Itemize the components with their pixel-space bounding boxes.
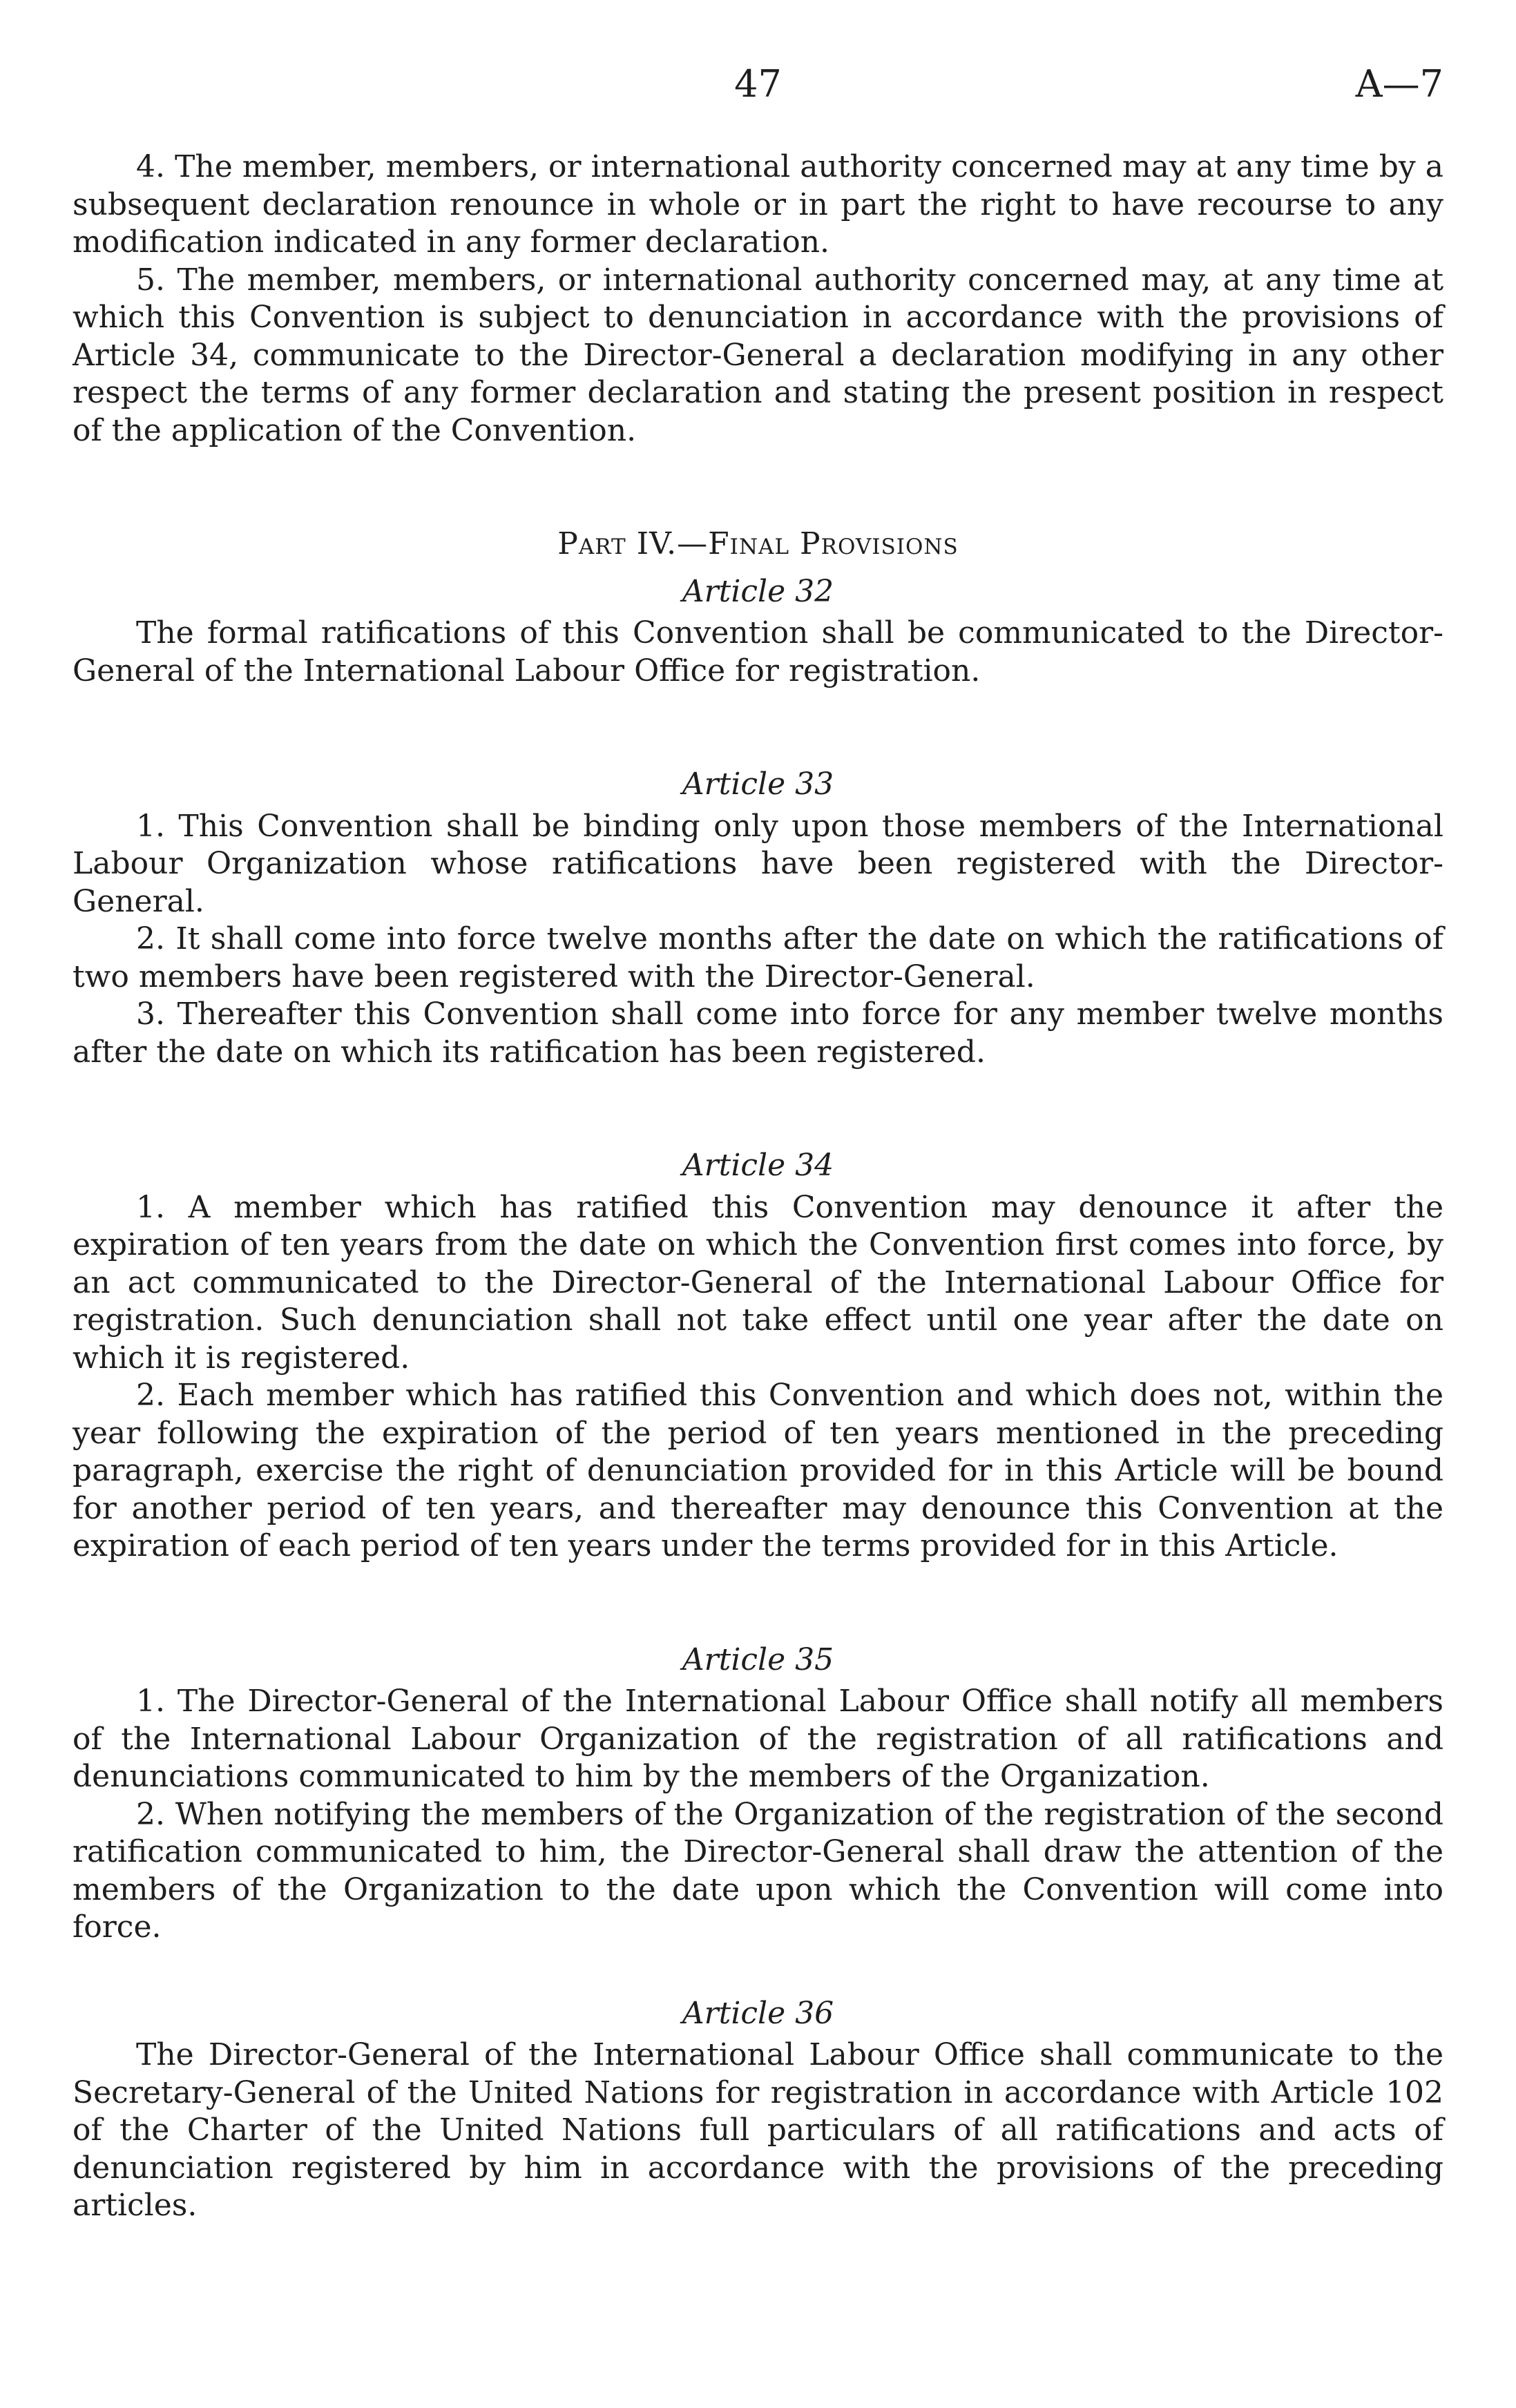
paragraph: 1. The Director-General of the International Labour Office shall notify all members of the International Labour Organization of the registration of all ratifications and denunciations communicated to him by the members of the Organization. bbox=[73, 1684, 1443, 1794]
article-32 bbox=[73, 573, 1443, 691]
article-34 bbox=[73, 1147, 1443, 1566]
page-number: 47 bbox=[734, 62, 782, 106]
article-title: Article 36 bbox=[682, 1995, 834, 2031]
article-35 bbox=[73, 1641, 1443, 1947]
page-header bbox=[73, 57, 1443, 112]
paragraph: 1. This Convention shall be binding only upon those members of the International Labour Organization whose ratifications have been registered with the Director-General. bbox=[73, 808, 1443, 919]
paragraph: 2. It shall come into force twelve months after the date on which the ratifications of two members have been registered with the Director-General. bbox=[73, 921, 1443, 994]
paragraph: 2. When notifying the members of the Organization of the registration of the second ratification communicated to him, the Director-General shall draw the attention of the members of the Organization to the date upon which the Convention will come into force. bbox=[73, 1796, 1443, 1945]
article-title: Article 32 bbox=[682, 573, 834, 609]
article-title: Article 33 bbox=[682, 767, 834, 802]
paragraph: 2. Each member which has ratified this Convention and which does not, within the year following the expiration of the period of ten years mentioned in the preceding paragraph, exercise the right of denunciation provided for in this Article will be bound for another period of ten years, and thereafter may denounce this Convention at the expiration of each period of ten years under the terms provided for in this Article. bbox=[73, 1378, 1443, 1563]
article-36 bbox=[73, 1995, 1443, 2225]
paragraph: 4. The member, members, or international authority concerned may at any time by a subsequent declaration renounce in whole or in part the right to have recourse to any modification indicated in any former declaration. bbox=[73, 149, 1443, 260]
document-body bbox=[73, 148, 1443, 2225]
paragraph: 5. The member, members, or international authority concerned may, at any time at which this Convention is subject to denunciation in accordance with the provisions of Article 34, communicate to the Director-General a declaration modifying in any other respect the terms of any former declaration and stating the present position in respect of the application of the Convention. bbox=[73, 262, 1443, 448]
paragraph: The formal ratifications of this Convention shall be communicated to the Director-General of the International Labour Office for registration. bbox=[73, 615, 1443, 688]
paragraph: 1. A member which has ratified this Convention may denounce it after the expiration of ten years from the date on which the Convention first comes into force, by an act communicated to the Director-General of the International Labour Office for registration. Such denunciation shall not take effect until one year after the date on which it is registered. bbox=[73, 1189, 1443, 1376]
article-title: Article 35 bbox=[682, 1641, 834, 1677]
page-code: A—7 bbox=[1355, 62, 1443, 106]
part-title: Part IV.—Final Provisions bbox=[557, 526, 959, 561]
article-title: Article 34 bbox=[682, 1148, 834, 1183]
paragraph: 3. Thereafter this Convention shall come into force for any member twelve months after the date on which its ratification has been registered. bbox=[73, 996, 1443, 1070]
article-33 bbox=[73, 766, 1443, 1071]
paragraph: The Director-General of the International Labour Office shall communicate to the Secretary-General of the United Nations for registration in accordance with Article 102 of the Charter of the United Nations full particulars of all ratifications and acts of denunciation registered by him in accordance with the provisions of the preceding articles. bbox=[73, 2037, 1443, 2223]
